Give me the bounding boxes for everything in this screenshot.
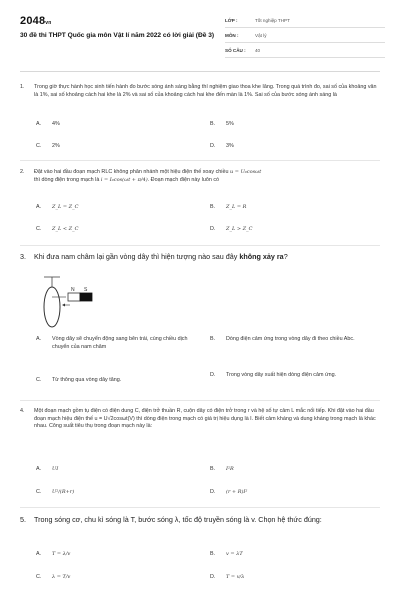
- formula-i: i = I₀cos(ωt + π/4): [100, 176, 148, 183]
- question-5: [20, 515, 380, 525]
- option-letter: D.: [210, 489, 216, 495]
- option-letter: C.: [36, 574, 42, 580]
- question-text: [34, 252, 380, 262]
- question-3: [20, 252, 380, 262]
- option-text: T = v/λ: [226, 574, 245, 580]
- option-1d[interactable]: [210, 143, 366, 151]
- option-text: Z_L = Z_C: [52, 204, 79, 210]
- question-text: Trong sóng cơ, chu kì sóng là T, bước sóng λ, tốc độ truyền sóng là v. Chọn hệ thức đúng:: [34, 515, 322, 524]
- question-text-part: thì dòng điện trong mạch là: [34, 176, 100, 183]
- option-letter: B.: [210, 551, 216, 557]
- question-number: 2.: [20, 169, 25, 175]
- option-2d[interactable]: [210, 226, 366, 234]
- meta-row-count: [225, 43, 385, 58]
- meta-table: [225, 13, 385, 58]
- option-4a[interactable]: [36, 466, 192, 474]
- option-4b[interactable]: [210, 466, 366, 474]
- option-text: T = λ/v: [52, 551, 71, 557]
- wire-loop: [44, 287, 60, 327]
- option-text: Z_L > Z_C: [226, 226, 253, 232]
- option-2a[interactable]: [36, 204, 192, 212]
- question-number: 3.: [20, 252, 26, 261]
- meta-key: SỐ CÂU :: [225, 47, 246, 53]
- option-2c[interactable]: [36, 226, 192, 234]
- question-divider: [20, 245, 380, 246]
- document-title: 30 đề thi THPT Quốc gia môn Vật lí năm 2022 có lời giải (Đề 3): [20, 32, 215, 39]
- magnet-south: [80, 293, 92, 301]
- header-divider: [20, 71, 380, 72]
- meta-value: Tốt nghiệp THPT: [255, 17, 290, 23]
- option-letter: C.: [36, 226, 42, 232]
- option-text: λ = T/v: [52, 574, 71, 580]
- meta-key: LỚP :: [225, 17, 238, 23]
- option-letter: D.: [210, 226, 216, 232]
- option-text: v = λT: [226, 551, 243, 557]
- option-1a[interactable]: [36, 121, 192, 129]
- option-5d[interactable]: [210, 574, 366, 582]
- magnet-label-s: S: [84, 287, 88, 293]
- question-number: 5.: [20, 515, 26, 524]
- option-letter: A.: [36, 336, 42, 342]
- magnet-coil-figure: [40, 275, 110, 333]
- meta-value: 40: [255, 47, 261, 53]
- question-text-part: ?: [283, 252, 288, 261]
- option-text: Vòng dây sẽ chuyển động sang bên trái, cùng chiều dịch chuyển của nam châm: [52, 336, 188, 350]
- question-text-part: Đặt vào hai đầu đoạn mạch RLC không phân nhánh một hiệu điện thế xoay chiều: [34, 169, 229, 175]
- option-text: I²R: [226, 466, 234, 472]
- option-letter: D.: [210, 143, 216, 149]
- question-divider: [20, 160, 380, 161]
- option-letter: A.: [36, 466, 42, 472]
- option-3b[interactable]: [210, 336, 376, 344]
- option-letter: D.: [210, 372, 216, 378]
- option-4d[interactable]: [210, 489, 366, 497]
- option-text: 2%: [52, 143, 60, 149]
- option-text: Từ thông qua vòng dây tăng.: [52, 377, 122, 383]
- question-2: [20, 169, 380, 184]
- option-letter: C.: [36, 489, 42, 495]
- arrow-head-icon: [62, 304, 65, 307]
- question-divider: [20, 400, 380, 401]
- formula-u: u = U₀cosωt: [230, 169, 262, 175]
- option-letter: A.: [36, 121, 42, 127]
- question-divider: [20, 507, 380, 508]
- question-text-part: . Đoạn mạch điện này luôn có: [147, 176, 220, 183]
- option-text: Dòng điện cảm ứng trong vòng dây đi theo chiều Abc.: [226, 336, 355, 342]
- question-4: [20, 408, 380, 431]
- option-letter: B.: [210, 466, 216, 472]
- meta-row-subject: [225, 28, 385, 43]
- option-text: Trong vòng dây xuất hiện dòng điện cảm ứng.: [226, 372, 337, 378]
- question-text: [34, 169, 380, 184]
- question-number: 1.: [20, 84, 25, 90]
- option-letter: D.: [210, 574, 216, 580]
- option-letter: B.: [210, 121, 216, 127]
- option-letter: C.: [36, 377, 42, 383]
- option-text: 3%: [226, 143, 234, 149]
- meta-row-class: [225, 13, 385, 28]
- question-text: Trong giờ thực hành học sinh tiến hành đo bước sóng ánh sáng bằng thí nghiệm giao thoa khe Iâng. Trong quá trình đo, sai số của khoảng vân là 1%, sai số khoảng cách hai khe là 2% và sai số của khoảng cách hai khe đến màn là 1%. Sai số của bước sóng ánh sáng là: [34, 84, 377, 98]
- question-text: Một đoạn mạch gồm tụ điện có điện dung C, điện trở thuần R, cuộn dây có điện trở trong r và hệ số tự cảm L mắc nối tiếp. Khi đặt vào hai đầu đoạn mạch hiệu điện thế u = U√2cosωt(V) thì dòng điện trong mạch có giá trị hiệu dụng là I. Biết cảm kháng và dung kháng trong mạch là khác nhau. Công suất tiêu thụ trong đoạn mạch này là:: [34, 408, 376, 429]
- question-text-part: Khi đưa nam châm lại gần vòng dây thì hiện tượng nào sau đây: [34, 252, 238, 261]
- option-5a[interactable]: [36, 551, 192, 559]
- option-5b[interactable]: [210, 551, 366, 559]
- option-letter: C.: [36, 143, 42, 149]
- option-3c[interactable]: [36, 377, 202, 385]
- option-letter: A.: [36, 204, 42, 210]
- option-1c[interactable]: [36, 143, 192, 151]
- magnet-north: [68, 293, 80, 301]
- option-letter: A.: [36, 551, 42, 557]
- option-1b[interactable]: [210, 121, 366, 129]
- option-3a[interactable]: [36, 336, 202, 351]
- option-text: 4%: [52, 121, 60, 127]
- option-text: Z_L = R: [226, 204, 247, 210]
- option-text: 5%: [226, 121, 234, 127]
- option-letter: B.: [210, 336, 216, 342]
- magnet-label-n: N: [71, 287, 75, 293]
- option-2b[interactable]: [210, 204, 366, 212]
- option-text: (r + R)I²: [226, 489, 248, 495]
- question-1: [20, 84, 380, 99]
- question-number: 4.: [20, 408, 25, 414]
- option-5c[interactable]: [36, 574, 192, 582]
- question-emphasis: không xảy ra: [239, 252, 284, 261]
- option-4c[interactable]: [36, 489, 192, 497]
- option-3d[interactable]: [210, 372, 376, 380]
- meta-value: Vật lý: [255, 32, 267, 38]
- option-text: UI: [52, 466, 59, 472]
- option-text: U²/(R+r): [52, 489, 75, 495]
- meta-key: MÔN :: [225, 32, 239, 38]
- site-logo[interactable]: 2048vn: [20, 15, 52, 27]
- option-letter: B.: [210, 204, 216, 210]
- option-text: Z_L < Z_C: [52, 226, 79, 232]
